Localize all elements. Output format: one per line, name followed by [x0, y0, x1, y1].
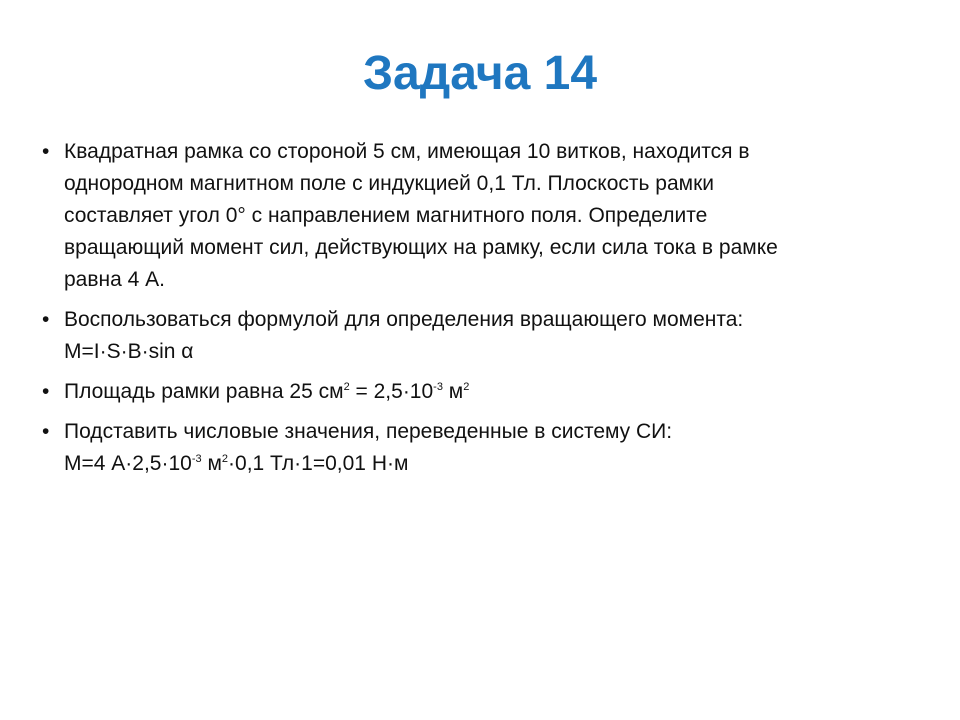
problem-line-2: однородном магнитном поле с индукцией 0,1 Тл. Плоскость рамки	[64, 172, 714, 195]
area-exponent-1: 2	[343, 381, 350, 393]
slide-title: Задача 14	[362, 47, 598, 100]
bullet-dot-icon: •	[42, 420, 50, 443]
bullet-list	[40, 136, 910, 488]
area-text-1: Площадь рамки равна 25 см	[64, 380, 344, 403]
problem-line-5: равна 4 А.	[64, 268, 165, 291]
bullet-area	[40, 376, 910, 408]
area-exponent-3: 2	[463, 381, 470, 393]
result-equation	[64, 448, 910, 480]
formula-hint-text: Воспользоваться формулой для определения вращающего момента:	[64, 308, 744, 331]
bullet-dot-icon: •	[42, 308, 50, 331]
bullet-dot-icon: •	[42, 140, 50, 163]
problem-line-4: вращающий момент сил, действующих на рамку, если сила тока в рамке	[64, 236, 778, 259]
problem-line-3: составляет угол 0° с направлением магнитного поля. Определите	[64, 204, 708, 227]
substitution-text: Подставить числовые значения, переведенные в систему СИ:	[64, 420, 673, 443]
area-equation	[64, 376, 910, 408]
bullet-problem-statement	[40, 136, 910, 296]
bullet-substitution	[40, 416, 910, 480]
torque-formula: M=I·S·B·sin α	[64, 340, 194, 363]
result-text-3: ·0,1 Тл·1=0,01 Н·м	[228, 452, 409, 475]
result-exponent-2: 2	[221, 453, 229, 465]
area-exponent-2: -3	[433, 381, 443, 393]
result-text-2: м	[201, 452, 222, 475]
bullet-formula-hint	[40, 304, 910, 368]
result-text-1: M=4 А·2,5·10	[64, 452, 192, 475]
bullet-dot-icon: •	[42, 380, 50, 403]
area-text-3: м	[442, 380, 464, 403]
result-exponent-1: -3	[191, 453, 202, 465]
problem-line-1: Квадратная рамка со стороной 5 см, имеющая 10 витков, находится в	[64, 140, 750, 163]
area-text-2: = 2,5·10	[349, 380, 434, 403]
